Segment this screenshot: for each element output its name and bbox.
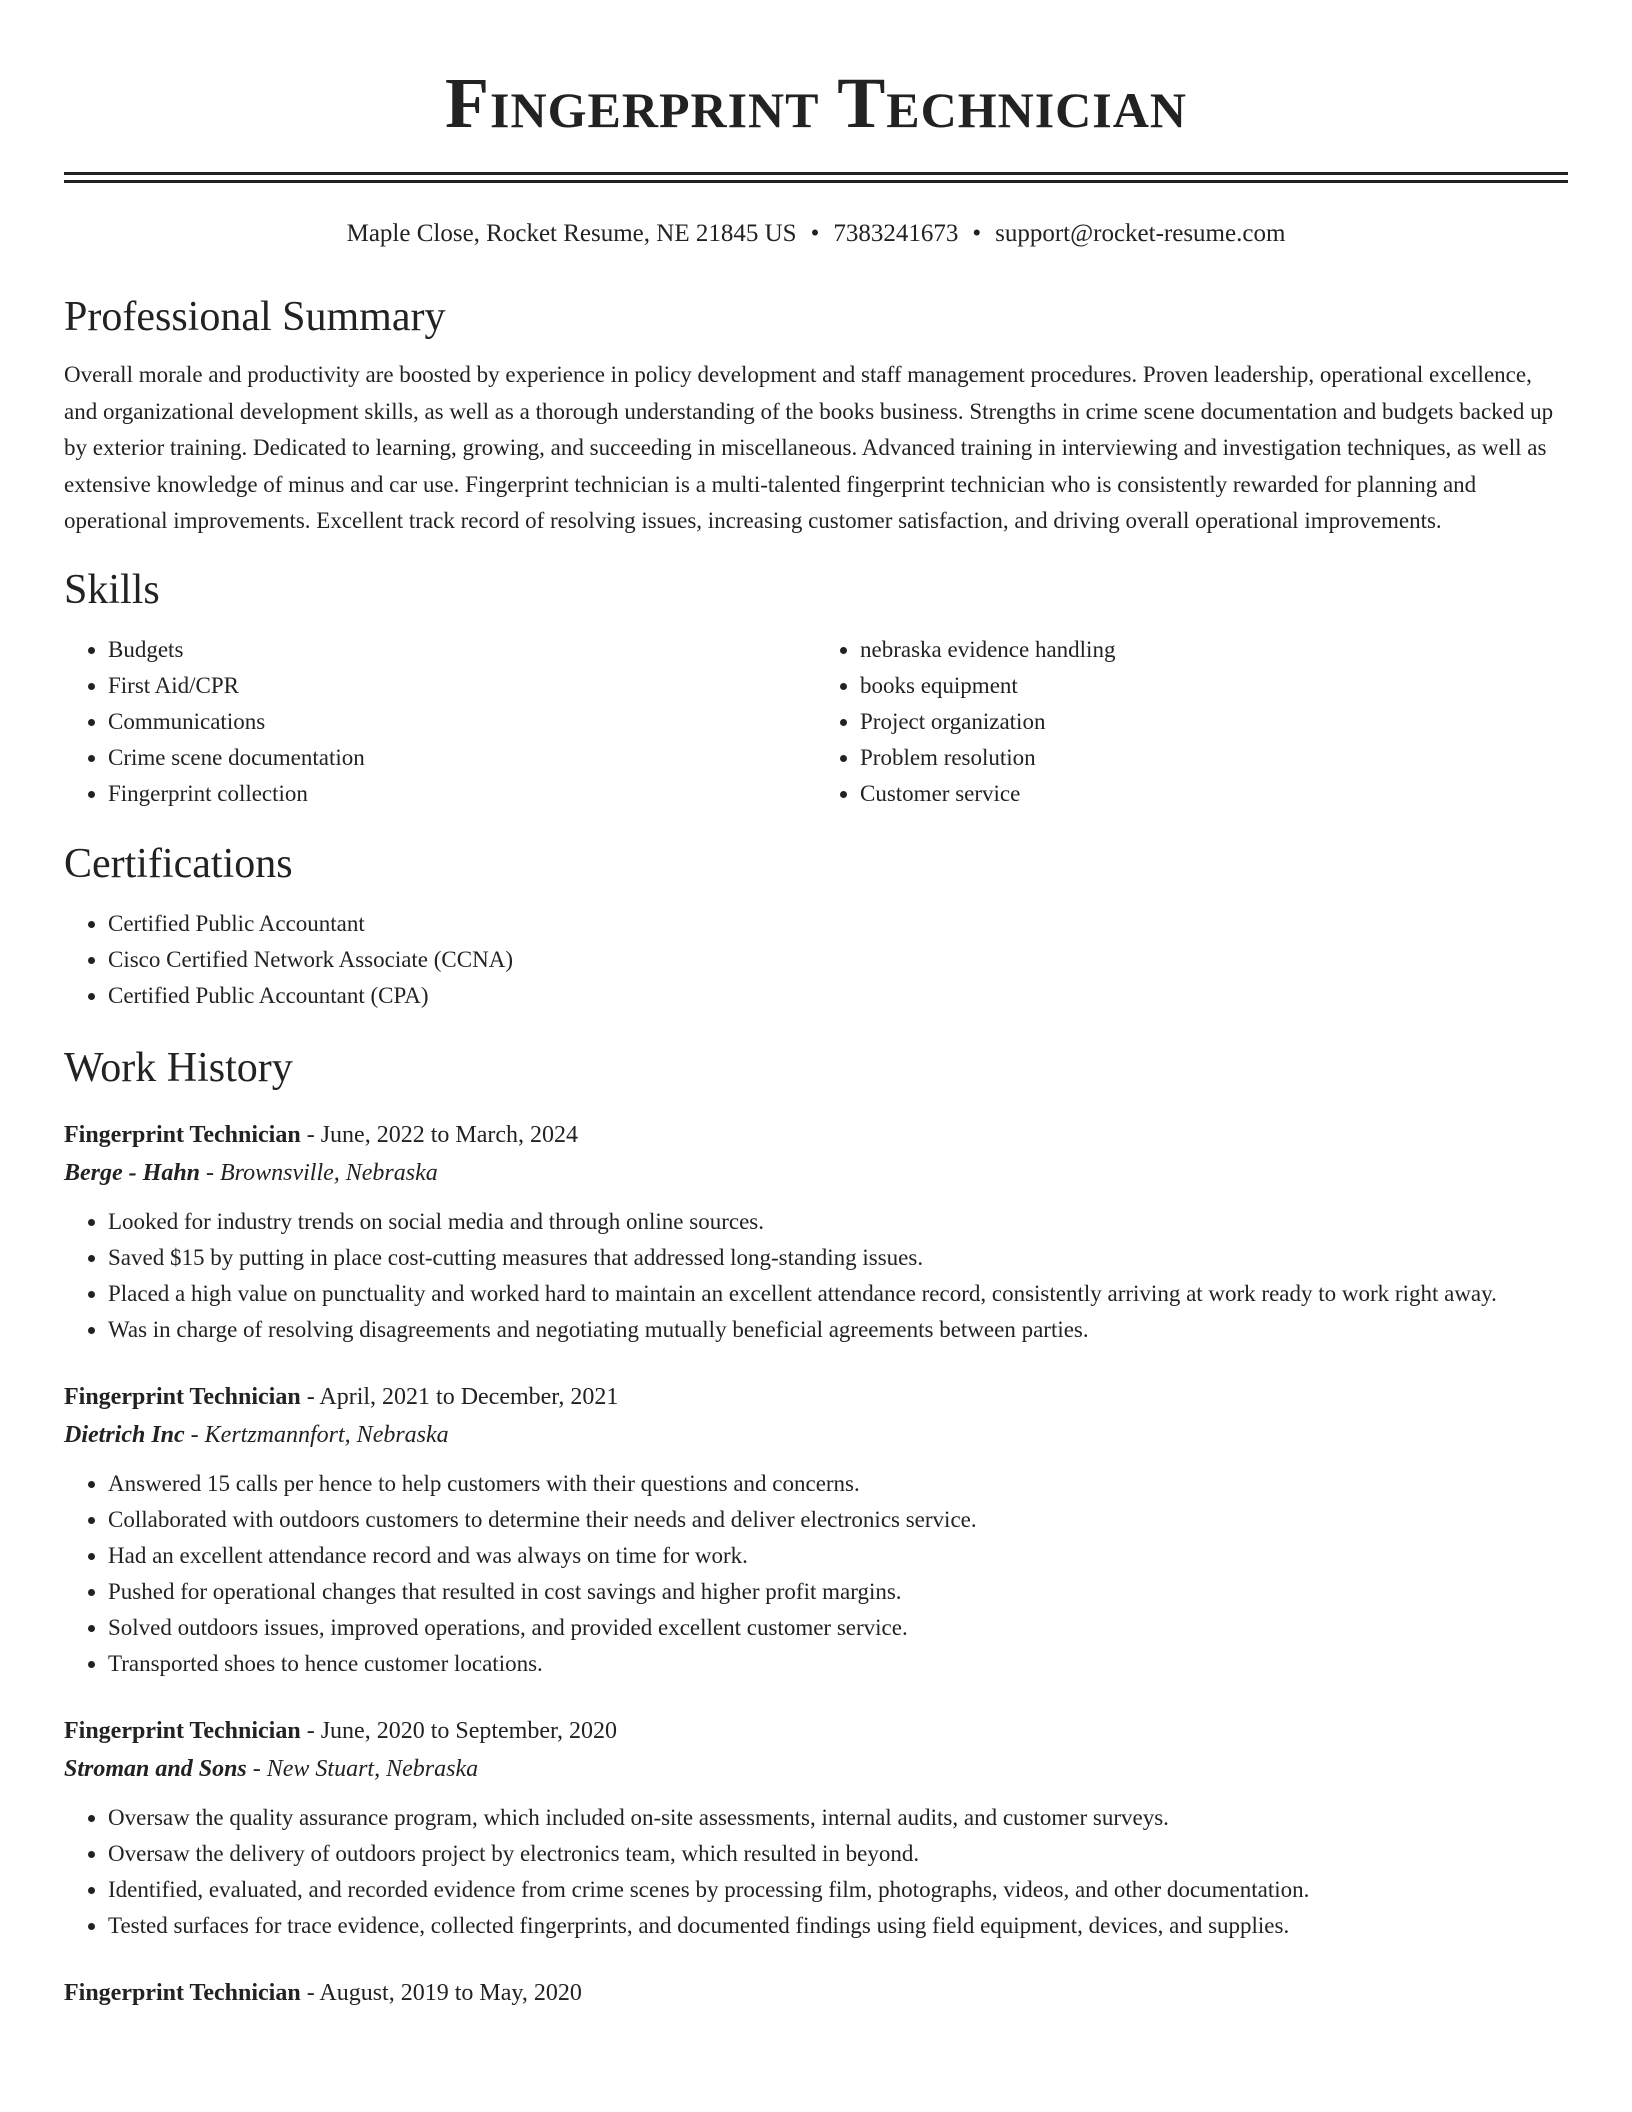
job-bullets (64, 1800, 1568, 1944)
job-dates: - August, 2019 to May, 2020 (300, 1979, 582, 2006)
certification-item: • Cisco Certified Network Associate (CCNA) (108, 942, 1568, 978)
job-bullet: • Collaborated with outdoors customers to determine their needs and deliver electronics service. (108, 1502, 1568, 1538)
skill-item: • Fingerprint collection (108, 776, 816, 812)
job-title: Fingerprint Technician (64, 1121, 301, 1148)
skills-list-right (816, 632, 1568, 812)
job-bullet: • Tested surfaces for trace evidence, collected fingerprints, and documented findings using field equipment, devices, and supplies. (108, 1908, 1568, 1944)
job-bullet: • Oversaw the delivery of outdoors project by electronics team, which resulted in beyond. (108, 1836, 1568, 1872)
job-bullets (64, 1204, 1568, 1348)
job-header (64, 1712, 1568, 1750)
summary-text: Overall morale and productivity are boosted by experience in policy development and staff management procedures. Proven leadership, operational excellence, and organizational development skills, as well as a thorough understanding of the books business. Strengths in crime scene documentation and budgets backed up by exterior training. Dedicated to learning, growing, and succeeding in miscellaneous. Advanced training in interviewing and investigation techniques, as well as extensive knowledge of minus and car use. Fingerprint technician is a multi-talented fingerprint technician who is consistently rewarded for planning and operational improvements. Excellent track record of resolving issues, increasing customer satisfaction, and driving overall operational improvements. (64, 362, 1554, 533)
job-title: Fingerprint Technician (64, 1979, 301, 2006)
contact-email: support@rocket-resume.com (995, 220, 1286, 247)
job-company: Dietrich Inc (64, 1421, 185, 1448)
skill-item: • Crime scene documentation (108, 740, 816, 776)
certification-item: • Certified Public Accountant (108, 906, 1568, 942)
job-title: Fingerprint Technician (64, 1717, 301, 1744)
certification-item: • Certified Public Accountant (CPA) (108, 978, 1568, 1014)
job-header (64, 1116, 1568, 1154)
skill-item: • Customer service (860, 776, 1568, 812)
job-employer (64, 1154, 1568, 1192)
job-bullet: • Saved $15 by putting in place cost-cutting measures that addressed long-standing issues. (108, 1240, 1568, 1276)
skills-list-left (64, 632, 816, 812)
job-bullet: • Solved outdoors issues, improved operations, and provided excellent customer service. (108, 1610, 1568, 1646)
job-employer (64, 1750, 1568, 1788)
job-bullet: • Pushed for operational changes that resulted in cost savings and higher profit margins. (108, 1574, 1568, 1610)
job-bullet: • Looked for industry trends on social media and through online sources. (108, 1204, 1568, 1240)
job-title: Fingerprint Technician (64, 1383, 301, 1410)
job-bullet: • Identified, evaluated, and recorded evidence from crime scenes by processing film, photographs, videos, and other documentation. (108, 1872, 1568, 1908)
job-header (64, 1378, 1568, 1416)
job-bullets (64, 1466, 1568, 1682)
skill-item: • First Aid/CPR (108, 668, 816, 704)
job-bullet: • Was in charge of resolving disagreements and negotiating mutually beneficial agreements between parties. (108, 1312, 1568, 1348)
skill-item: • nebraska evidence handling (860, 632, 1568, 668)
skills-columns (64, 632, 1568, 812)
job-company: Berge - Hahn (64, 1159, 201, 1186)
resume-title: Fingerprint Technician (445, 63, 1187, 143)
job-bullet: • Transported shoes to hence customer locations. (108, 1646, 1568, 1682)
job-entry (64, 1116, 1568, 1348)
skills-heading: Skills (64, 566, 160, 613)
job-location: - Brownsville, Nebraska (200, 1159, 438, 1186)
job-bullet: • Oversaw the quality assurance program, which included on-site assessments, internal audits, and customer surveys. (108, 1800, 1568, 1836)
certifications-list (64, 906, 1568, 1014)
work-history-heading: Work History (64, 1044, 293, 1091)
skill-item: • Project organization (860, 704, 1568, 740)
job-dates: - June, 2022 to March, 2024 (300, 1121, 578, 1148)
job-entry (64, 1974, 1568, 2012)
job-location: - Kertzmannfort, Nebraska (184, 1421, 449, 1448)
contact-phone: 7383241673 (833, 220, 959, 247)
job-header (64, 1974, 1568, 2012)
resume-page (64, 0, 1568, 2012)
certifications-heading: Certifications (64, 840, 293, 887)
job-bullet: • Answered 15 calls per hence to help customers with their questions and concerns. (108, 1466, 1568, 1502)
job-entry (64, 1378, 1568, 1682)
job-dates: - April, 2021 to December, 2021 (300, 1383, 619, 1410)
skill-item: • Communications (108, 704, 816, 740)
job-dates: - June, 2020 to September, 2020 (300, 1717, 618, 1744)
skill-item: • books equipment (860, 668, 1568, 704)
skill-item: • Budgets (108, 632, 816, 668)
job-employer (64, 1416, 1568, 1454)
summary-heading: Professional Summary (64, 294, 446, 340)
skill-item: • Problem resolution (860, 740, 1568, 776)
job-bullet: • Placed a high value on punctuality and worked hard to maintain an excellent attendance record, consistently arriving at work ready to work right away. (108, 1276, 1568, 1312)
contact-address: Maple Close, Rocket Resume, NE 21845 US (346, 220, 797, 247)
contact-separator: • (972, 220, 982, 247)
contact-separator: • (810, 220, 820, 247)
job-bullet: • Had an excellent attendance record and was always on time for work. (108, 1538, 1568, 1574)
job-entry (64, 1712, 1568, 1944)
title-divider (64, 172, 1568, 183)
job-location: - New Stuart, Nebraska (246, 1755, 479, 1782)
contact-line (64, 217, 1568, 251)
job-company: Stroman and Sons (64, 1755, 247, 1782)
